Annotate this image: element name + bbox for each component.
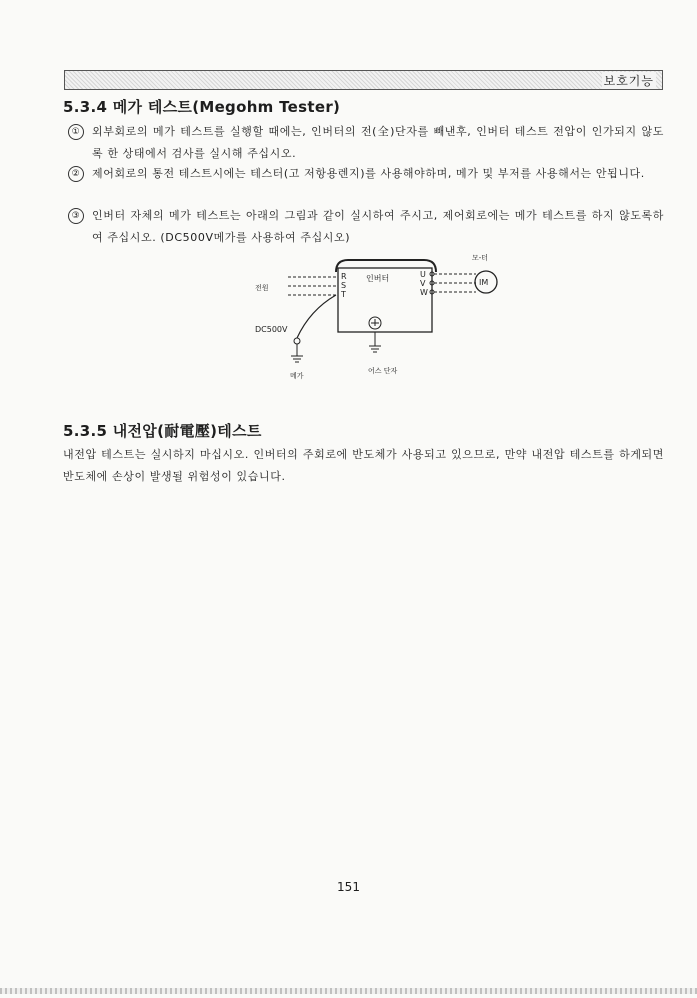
motor-label: 모-터 bbox=[472, 254, 489, 262]
terminal-w: W bbox=[420, 288, 428, 297]
item-text: 외부회로의 메가 테스트를 실행할 때에는, 인버터의 전(全)단자를 빼낸후, 인버터 테스트 전압이 인가되지 않도록 한 상태에서 검사를 실시해 주십시오. bbox=[92, 125, 664, 160]
page-number: 151 bbox=[337, 880, 360, 894]
section-header-label: 보호기능 bbox=[603, 74, 654, 88]
inverter-label: 인버터 bbox=[366, 274, 390, 283]
terminal-r: R bbox=[341, 272, 347, 281]
terminal-s: S bbox=[341, 281, 347, 290]
section-334-title: 5.3.4 메가 테스트(Megohm Tester) bbox=[63, 98, 341, 116]
power-lines bbox=[288, 277, 336, 295]
item-number: ③ bbox=[68, 208, 84, 224]
item-text: 인버터 자체의 메가 테스트는 아래의 그림과 같이 실시하여 주시고, 제어회로에는 메가 테스트를 하지 않도록하여 주십시오. (DC500V메가를 사용하여 주십시오) bbox=[92, 209, 664, 244]
meter-probe bbox=[294, 338, 300, 344]
list-item bbox=[68, 205, 664, 249]
terminal-u: U bbox=[420, 270, 426, 279]
voltage-label: DC500V bbox=[255, 325, 288, 334]
ground-symbol-left bbox=[291, 356, 303, 362]
terminal-v: V bbox=[420, 279, 426, 288]
section-335-title: 5.3.5 내전압(耐電壓)테스트 bbox=[63, 422, 262, 440]
mega-label: 메가 bbox=[290, 372, 304, 380]
ground-symbol-right bbox=[369, 346, 381, 352]
ground-terminal-label: 어스 단자 bbox=[368, 367, 398, 375]
megohm-test-diagram bbox=[250, 250, 520, 385]
section-335-body: 내전압 테스트는 실시하지 마십시오. 인버터의 주회로에 반도체가 사용되고 있으므로, 만약 내전압 테스트를 하게되면 반도체에 손상이 발생될 위험성이 있습니다. bbox=[63, 448, 664, 483]
list-item bbox=[68, 121, 664, 165]
meter-lead bbox=[297, 295, 336, 338]
motor-symbol: IM bbox=[479, 278, 489, 287]
motor-lines bbox=[434, 274, 476, 292]
item-text: 제어회로의 통전 테스트시에는 테스터(고 저항용렌지)를 사용해야하며, 메가 및 부저를 사용해서는 안됩니다. bbox=[92, 167, 645, 180]
scan-edge bbox=[0, 988, 697, 994]
list-item bbox=[68, 163, 664, 185]
terminal-t: T bbox=[341, 290, 346, 299]
section-header-bar bbox=[64, 70, 663, 90]
power-label: 전원 bbox=[255, 284, 269, 292]
item-number: ① bbox=[68, 124, 84, 140]
item-number: ② bbox=[68, 166, 84, 182]
